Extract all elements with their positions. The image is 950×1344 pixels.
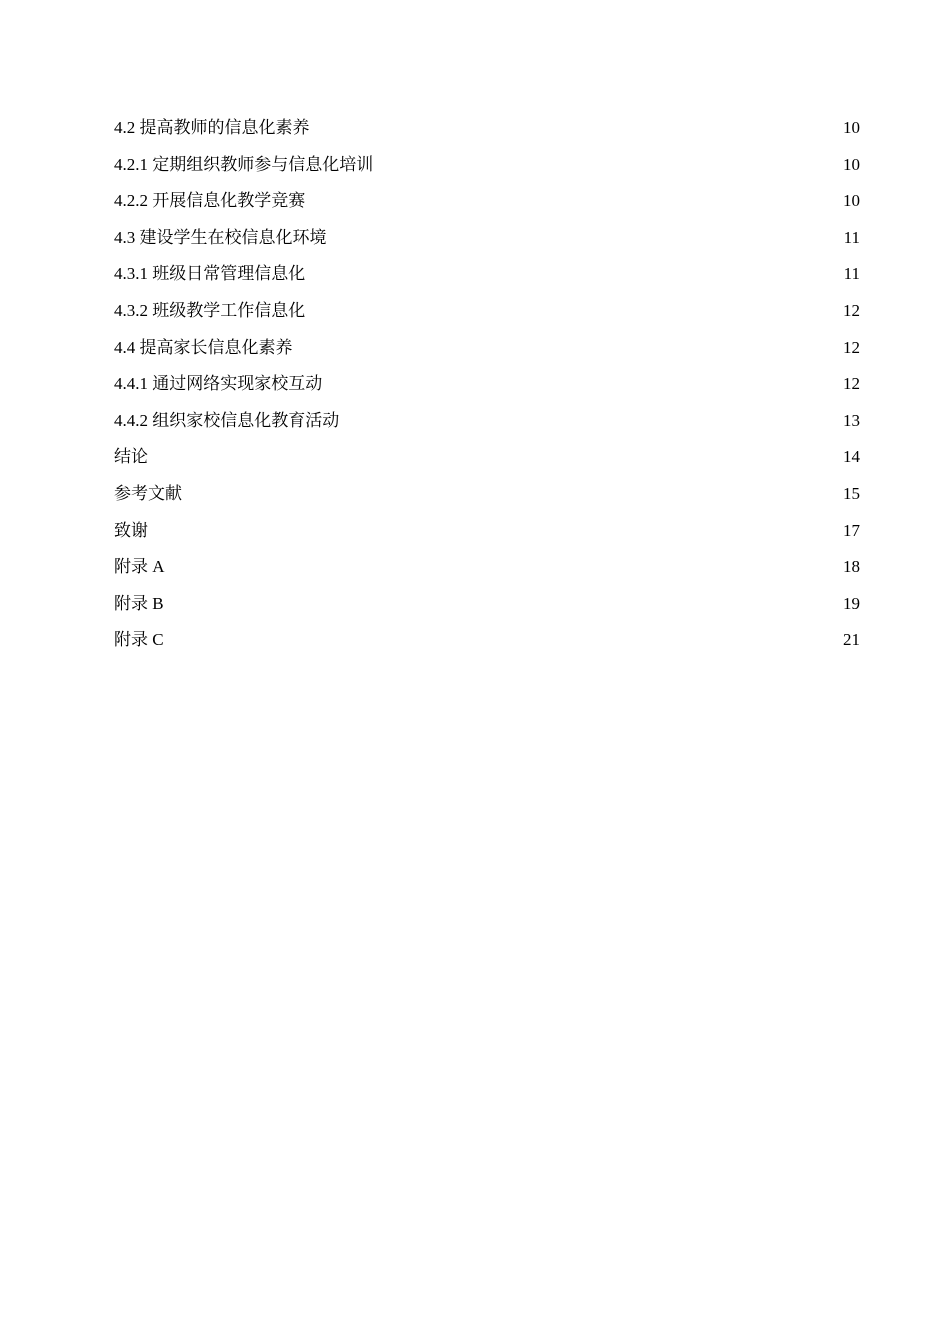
toc-entry[interactable] (114, 330, 860, 367)
toc-page-number: 10 (843, 118, 860, 137)
toc-page-number: 12 (843, 374, 860, 394)
toc-entry[interactable] (114, 476, 860, 513)
toc-entry-title: 附录 B (114, 593, 164, 613)
toc-entry-title: 4.4.2 组织家校信息化教育活动 (114, 410, 340, 430)
toc-entry[interactable] (114, 439, 860, 476)
toc-page-number: 14 (843, 447, 860, 467)
toc-entry[interactable] (114, 293, 860, 330)
toc-entry[interactable] (114, 183, 860, 220)
toc-entry-title: 4.2 提高教师的信息化素养 (114, 118, 310, 137)
toc-entry[interactable] (114, 513, 860, 550)
toc-entry[interactable] (114, 622, 860, 659)
toc-entry[interactable] (114, 366, 860, 403)
toc-entry-title: 4.3 建设学生在校信息化环境 (114, 227, 327, 247)
toc-entry[interactable] (114, 147, 860, 184)
toc-entry-title: 4.2.2 开展信息化教学竞赛 (114, 191, 306, 211)
toc-page-number: 10 (843, 191, 860, 211)
toc-page-number: 21 (843, 630, 860, 650)
toc-entry[interactable] (114, 110, 860, 147)
toc-page-number: 18 (843, 557, 860, 577)
toc-entry-title: 致谢 (114, 520, 148, 540)
toc-entry[interactable] (114, 403, 860, 440)
toc-page-number: 10 (843, 154, 860, 174)
toc-page-number: 11 (843, 227, 860, 247)
toc-entry-title: 结论 (114, 447, 148, 467)
toc-entry[interactable] (114, 586, 860, 623)
toc-entry-title: 4.4.1 通过网络实现家校互动 (114, 374, 323, 394)
toc-entry[interactable] (114, 220, 860, 257)
toc-entry-title: 附录 C (114, 630, 164, 650)
toc-page-number: 19 (843, 593, 860, 613)
toc-entry-title: 4.3.2 班级教学工作信息化 (114, 300, 306, 320)
toc-entry[interactable] (114, 549, 860, 586)
toc-page-number: 12 (843, 337, 860, 357)
toc-page-number: 13 (843, 410, 860, 430)
toc-page-number: 12 (843, 300, 860, 320)
toc-entry-title: 4.4 提高家长信息化素养 (114, 337, 293, 357)
toc-page-number: 15 (843, 483, 860, 503)
toc-page-number: 11 (843, 264, 860, 284)
toc-entry-title: 4.3.1 班级日常管理信息化 (114, 264, 306, 284)
toc-page-number: 17 (843, 520, 860, 540)
toc-entry-title: 参考文献 (114, 483, 182, 503)
table-of-contents (114, 110, 860, 659)
toc-entry-title: 4.2.1 定期组织教师参与信息化培训 (114, 154, 374, 174)
toc-entry[interactable] (114, 256, 860, 293)
toc-entry-title: 附录 A (114, 557, 165, 577)
